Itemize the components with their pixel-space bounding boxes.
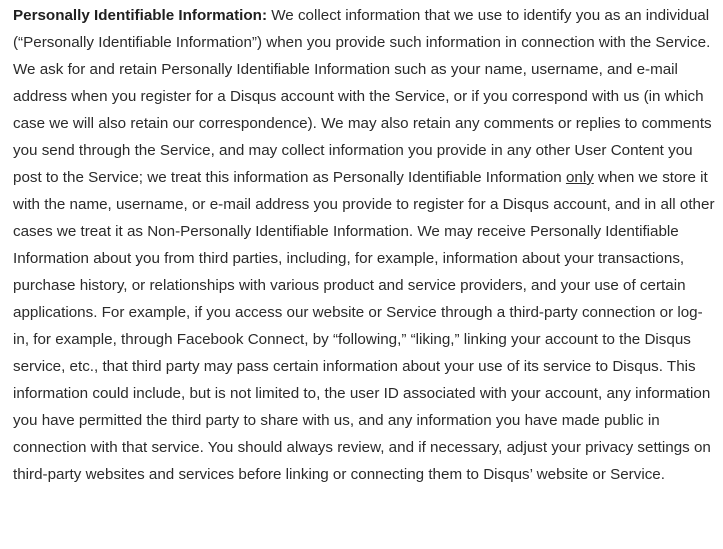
section-heading: Personally Identifiable Information: bbox=[13, 7, 268, 24]
paragraph-text-part-1: We collect information that we use to identify you as an individual (“Personally Identifiable Information”) when you provide such information in connection with the Service. We ask for and retain Personally Identifiable Information such as your name, username, and e-mail address when you register for a Disqus account with the Service, or if you correspond with us (in which case we will also retain our correspondence). We may also retain any comments or replies to comments you send through the Service, and may collect information you provide in any other User Content you post to the Service; we treat this information as Personally Identifiable Information bbox=[13, 7, 712, 186]
emphasis-only: only bbox=[565, 169, 594, 186]
paragraph-text-part-2: when we store it with the name, username, or e-mail address you provide to register for a Disqus account, and in all other cases we treat it as Non-Personally Identifiable Information. We may receive Personally Identifiable Information about you from third parties, including, for example, information about your transactions, purchase history, or relationships with various product and service providers, and your use of certain applications. For example, if you access our website or Service through a third-party connection or log-in, for example, through Facebook Connect, by “following,” “liking,” linking your account to the Disqus service, etc., that third party may pass certain information about your use of its service to Disqus. This information could include, but is not limited to, the user ID associated with your account, any information you have permitted the third party to share with us, and any information you have made public in connection with that service. You should always review, and if necessary, adjust your privacy settings on third-party websites and services before linking or connecting them to Disqus’ website or Service. bbox=[13, 169, 715, 483]
pii-paragraph bbox=[13, 2, 717, 488]
